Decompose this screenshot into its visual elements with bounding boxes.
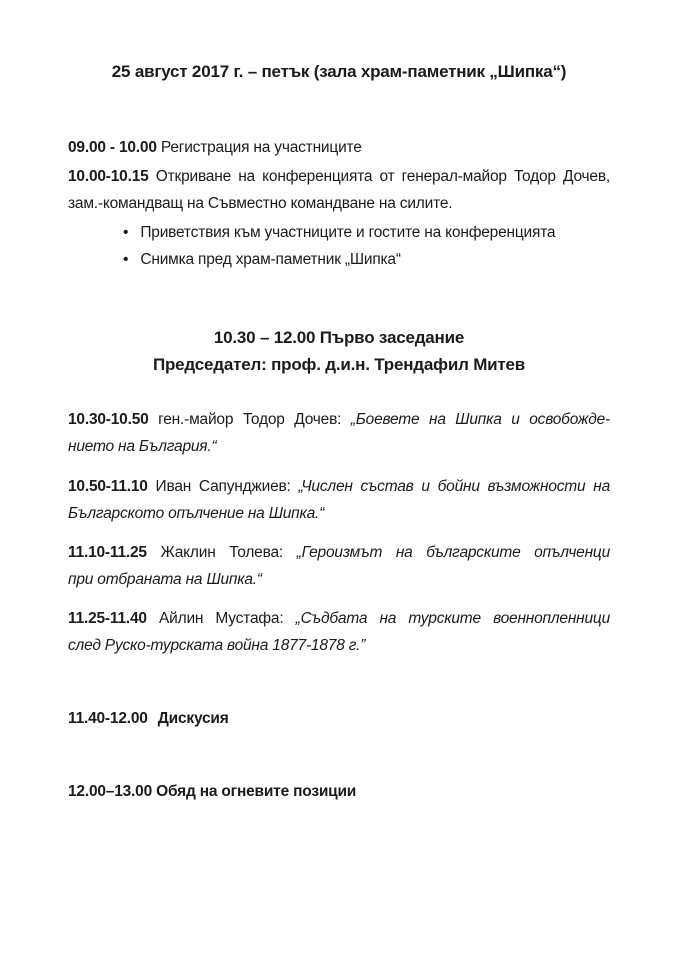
entry-text: Дискусия (157, 710, 229, 727)
bullet-icon: • (123, 251, 129, 268)
entry-text: Регистрация на участниците (160, 139, 362, 156)
entry-time: 09.00 - 10.00 (68, 139, 157, 156)
talk-title-line1: „Съдбата на турските военнопленници (295, 610, 611, 627)
presentation-line-1 (68, 473, 610, 500)
entry-text: Откриване на конференцията от генерал-майор Тодор Дочев, (155, 168, 610, 185)
opening-bullet-list (123, 219, 610, 273)
talk-title-line1: „Боевете на Шипка и освобожде- (350, 411, 610, 428)
presentation-entry (68, 473, 610, 527)
entry-time: 12.00–13.00 (68, 783, 152, 800)
presentation-line-1 (68, 406, 610, 433)
bullet-item (123, 246, 610, 273)
entry-time: 11.40-12.00 (68, 710, 148, 727)
talk-title-line1: „Героизмът на българските опълченци (296, 544, 610, 561)
session-title: 10.30 – 12.00 Първо заседание (213, 328, 465, 347)
talk-title-line2: Българското опълчение на Шипка.“ (68, 505, 325, 522)
entry-time: 11.25-11.40 (68, 610, 147, 627)
presentation-entry (68, 539, 610, 593)
session-header (68, 324, 610, 378)
presentation-entry (68, 406, 610, 460)
presentation-line-1 (68, 605, 610, 632)
speaker-name: Жаклин Толева: (160, 544, 283, 561)
speaker-name: Иван Сапунджиев: (155, 478, 291, 495)
talk-title-line2: след Руско-турската война 1877-1878 г.” (68, 637, 366, 654)
opening-line-2: зам.-командващ на Съвместно командване на силите. (68, 195, 453, 212)
entry-time: 11.10-11.25 (68, 544, 147, 561)
entry-time: 10.00-10.15 (68, 168, 149, 185)
schedule-entry-opening (68, 163, 610, 217)
presentation-entry (68, 605, 610, 659)
presentation-line-1 (68, 539, 610, 566)
speaker-name: Айлин Мустафа: (159, 610, 284, 627)
session-chair: Председател: проф. д.и.н. Трендафил Митев (152, 355, 526, 374)
bullet-icon: • (123, 224, 129, 241)
bullet-text: Приветствия към участниците и гостите на конференцията (140, 224, 556, 241)
schedule-entry-lunch (68, 778, 610, 805)
event-date-title: 25 август 2017 г. – петък (зала храм-паметник „Шипка“) (111, 62, 567, 81)
talk-title-line2: при отбраната на Шипка.“ (68, 571, 262, 588)
entry-text: Обяд на огневите позиции (156, 783, 357, 800)
schedule-entry-registration (68, 134, 610, 161)
talk-title-line1: „Числен състав и бойни възможности на (298, 478, 610, 495)
schedule-entry-discussion (68, 705, 610, 732)
speaker-name: ген.-майор Тодор Дочев: (158, 411, 342, 428)
bullet-text: Снимка пред храм-паметник „Шипка“ (140, 251, 401, 268)
entry-time: 10.30-10.50 (68, 411, 149, 428)
entry-time: 10.50-11.10 (68, 478, 148, 495)
opening-line-1 (68, 163, 610, 190)
bullet-item (123, 219, 610, 246)
talk-title-line2: нието на България.“ (68, 438, 217, 455)
